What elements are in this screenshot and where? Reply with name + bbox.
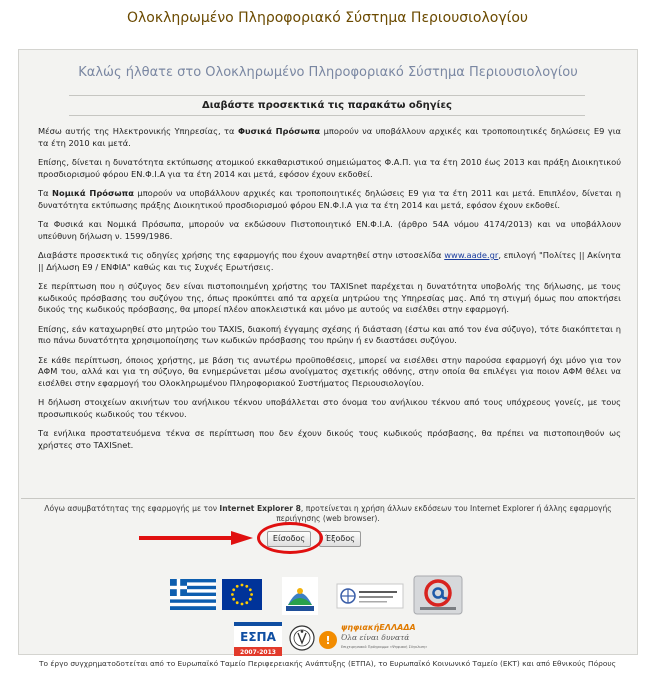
svg-text:!: ! [325,634,331,647]
exit-button[interactable]: Έξοδος [319,531,361,547]
login-button[interactable]: Είσοδος [267,531,311,547]
paragraph-legal-entities [38,188,621,211]
paragraph-fap-printing: Επίσης, δίνεται η δυνατότητα εκτύπωσης ατομικού εκκαθαριστικού σημειώματος Φ.Α.Π. για τα έτη 2010 έως 2013 και πράξη Διοικητικού προσδιορισμού φόρου ΕΝ.Φ.Ι.Α για τα έτη 2014 και μετά, εφόσον έχουν εκδοθεί. [38,157,621,179]
text: μπορούν να υποβάλλουν αρχικές και τροποποιητικές δηλώσεις Ε9 για τα έτη 2011 και μετά. Επιπλέον, δίνεται η δυνατότητα εκτύπωσης πράξης Διοικητικού προσδιορισμού φόρου ΕΝ.Φ.Ι.Α για τα έτη 2014 και μετά, εφόσον έχουν εκδοθεί. [38,188,622,210]
hellenic-republic-ministry-icon [337,584,403,608]
paragraph-certificate: Τα Φυσικά και Νομικά Πρόσωπα, μπορούν να εκδώσουν Πιστοποιητικό ΕΝ.Φ.Ι.Α. (άρθρο 54Α νόμου 4174/2013) και να υποβάλλουν υπεύθυνη δήλωση ν. 1599/1986. [38,219,621,241]
text: Διαβάστε προσεκτικά τις οδηγίες χρήσης της εφαρμογής που έχουν αναρτηθεί στην ιστοσελίδα [38,250,445,260]
paragraph-usage-guide [38,250,621,273]
text: , προτείνεται η χρήση άλλων εκδόσεων του Internet Explorer ή άλλης εφαρμογής περιήγησης (web browser). [276,504,612,523]
main-panel [18,49,638,655]
paragraph-separation: Επίσης, εάν καταχωρηθεί στο μητρώο του TAXIS, διακοπή έγγαμης σχέσης ή διάσταση (έστω και από τον ένα σύζυγο), τότε διακόπτεται η πιο πάνω δυνατότητα χρησιμοποίησης των κωδικών πρόσβασης του πρώην ή εν διαστάσει συζύγου. [38,323,621,345]
text: μπορούν να υποβάλλουν αρχικές και τροποποιητικές δηλώσεις Ε9 για τα έτη 2010 και μετά. [38,126,621,148]
digital-greece-sub: Επιχειρησιακό Πρόγραμμα «Ψηφιακή Σύγκλιση» [341,645,428,649]
instructions-heading: Διαβάστε προσεκτικά τις παρακάτω οδηγίες [69,95,585,116]
bold-text: Φυσικά Πρόσωπα [237,126,321,136]
digital-greece-slogan: Όλα είναι δυνατά [341,633,410,642]
paragraph-natural-persons [38,126,621,149]
paragraph-tax-id-selection: Σε κάθε περίπτωση, όποιος χρήστης, με βάση τις ανωτέρω προϋποθέσεις, μπορεί να εισέλθει στην παρούσα εφαρμογή όχι μόνο για τον ΑΦΜ του, αλλά και για τη σύζυγο, θα ενημερώνεται μέσω ανοίγματος σχετικής οθόνης, στην οποία θα επιλέγει για ποιον ΑΦΜ θέλει να εισέλθει στην εφαρμογή του Ολοκληρωμένου Πληροφοριακού Συστήματος Περιουσιολογίου. [38,354,621,388]
espa-text: ΕΣΠΑ [240,630,276,644]
text: Τα [38,188,53,198]
divider [21,498,635,499]
aade-link[interactable]: www.aade.gr [444,250,499,260]
bold-text: Internet Explorer 8 [219,504,301,513]
paragraph-spouse: Σε περίπτωση που η σύζυγος δεν είναι πιστοποιημένη χρήστης του TAXISnet παρέχεται η δυνατότητα υποβολής της δήλωσης, με τους κωδικούς πρόσβασης του συζύγου της, όπως προκύπτει από τα αρχεία μητρώου της Υπηρεσίας μας. Από τη στιγμή όμως που αποκτήσει δικούς της κωδικούς πρόσβασης, θα μπορεί πλέον αποκλειστικά και μόνο με αυτούς να εισέλθει στην εφαρμογή. [38,281,621,314]
co-funding-footer: Το έργο συγχρηματοδοτείται από το Ευρωπαϊκό Ταμείο Περιφερειακής Ανάπτυξης (ΕΤΠΑ), το Ευρωπαϊκό Κοινωνικό Ταμείο (ΕΚΤ) και από Εθνικούς Πόρους [39,659,616,668]
greek-flag-icon [170,579,216,610]
espa-logo-icon [234,622,282,656]
text: Μέσω αυτής της Ηλεκτρονικής Υπηρεσίας, τα [38,126,238,136]
text: , επιλογή "Πολίτες || Ακίνητα || Δήλωση Ε9 / ΕΝΦΙΑ" καθώς και τις Συχνές Ερωτήσεις. [38,250,621,272]
greek-republic-emblem-icon [289,621,315,655]
welcome-heading: Καλώς ήλθατε στο Ολοκληρωμένο Πληροφοριακό Σύστημα Περιουσιολογίου [78,65,578,80]
site-title: Ολοκληρωμένο Πληροφοριακό Σύστημα Περιουσιολογίου [126,10,529,26]
accessibility-at-icon [414,576,462,614]
bold-text: Νομικά Πρόσωπα [52,188,134,198]
paragraph-minor-children: Η δήλωση στοιχείων ακινήτων του ανήλικου τέκνου υποβάλλεται στο όνομα του ανήλικου τέκνου από τους υπόχρεους γονείς, με τους προσωπικούς κωδικούς του τέκνου. [38,397,621,419]
text: Λόγω ασυμβατότητας της εφαρμογής με τον [44,504,220,513]
digital-greece-name: ψηφιακήΕΛΛΑΔΑ [341,623,416,632]
instructions-body [38,126,621,459]
greek-presidency-emblem-icon [282,577,318,615]
espa-years: 2007-2013 [240,649,276,656]
browser-compatibility-note [23,504,633,524]
red-arrow-icon [137,530,255,546]
digital-greece-logo-icon [318,621,428,659]
eu-flag-icon [222,579,262,610]
highlight-circle [257,522,323,554]
paragraph-adult-dependents: Τα ενήλικα προστατευόμενα τέκνα σε περίπτωση που δεν έχουν δικούς τους κωδικούς πρόσβασης, θα πρέπει να πιστοποιηθούν ως χρήστες στο TAXISnet. [38,428,621,450]
